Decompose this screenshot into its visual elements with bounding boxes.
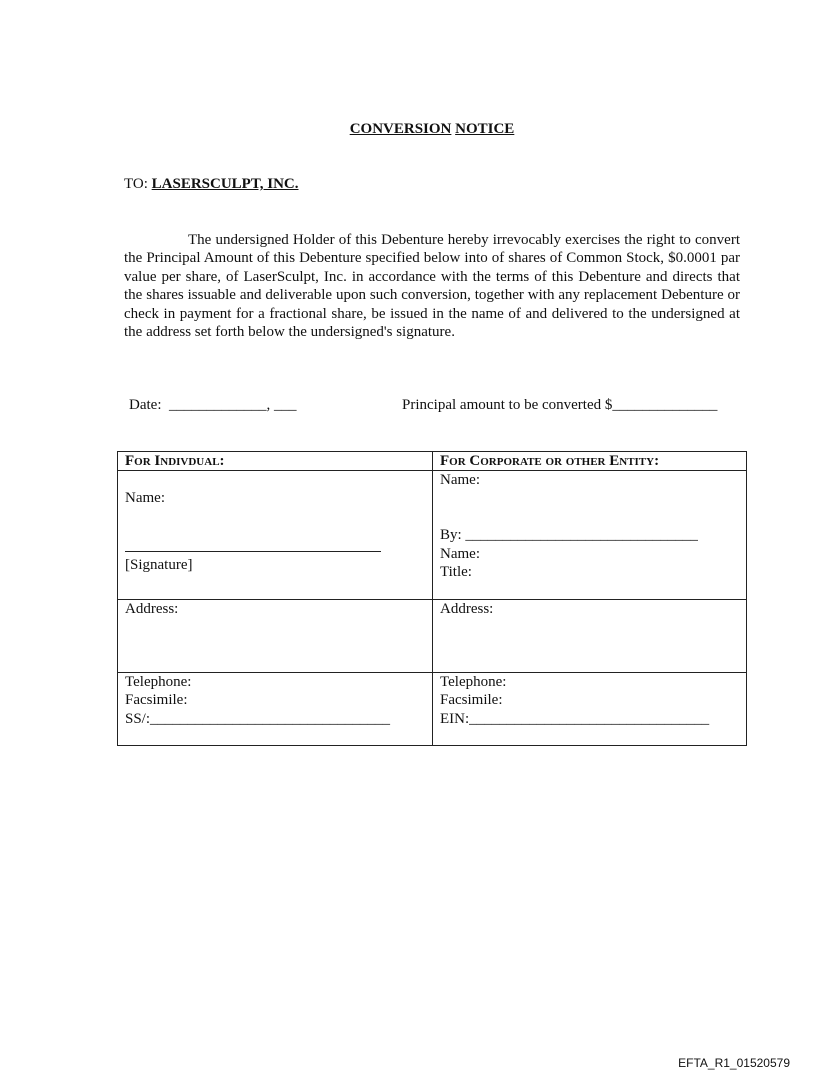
individual-ss-field[interactable]: SS/:________________________________ (125, 710, 391, 727)
page-title (0, 121, 816, 138)
table-row (118, 673, 747, 746)
individual-name-field[interactable]: Name: (125, 490, 165, 506)
individual-header-cell (118, 452, 433, 471)
corporate-address-field[interactable]: Address: (440, 601, 494, 617)
recipient-line (124, 176, 299, 193)
corporate-name-cell (433, 471, 747, 600)
corporate-facsimile-field[interactable]: Facsimile: (440, 692, 503, 709)
individual-name-cell (118, 471, 433, 600)
recipient-prefix: TO: (124, 176, 152, 192)
corporate-contact-cell (433, 673, 747, 746)
individual-contact-cell (118, 673, 433, 746)
title-word-notice: NOTICE (455, 121, 515, 137)
corporate-name-field[interactable]: Name: (440, 472, 480, 488)
table-row (118, 471, 747, 600)
notice-paragraph: The undersigned Holder of this Debenture hereby irrevocably exercises the right to convert the Principal Amount of this Debenture specified below into of shares of Common Stock, $0.0001 par value per share, of LaserSculpt, Inc. in accordance with the terms of this Debenture and directs that the shares issuable and deliverable upon such conversion, together with any replacement Debenture or check in payment for a fractional share, be issued in the name of and delivered to the undersigned at the address set forth below the undersigned's signature. (124, 232, 740, 341)
corporate-address-cell (433, 600, 747, 673)
corporate-title-field[interactable]: Title: (440, 564, 472, 581)
corporate-header-cell (433, 452, 747, 471)
individual-address-field[interactable]: Address: (125, 601, 179, 617)
corporate-ein-field[interactable]: EIN:________________________________ (440, 710, 710, 727)
corporate-telephone-field[interactable]: Telephone: (440, 674, 507, 690)
signature-table (117, 451, 747, 746)
individual-header: For Indivdual: (125, 453, 225, 469)
title-word-conversion: CONVERSION (349, 121, 452, 137)
individual-address-cell (118, 600, 433, 673)
principal-amount-field[interactable]: Principal amount to be converted $______________ (402, 397, 718, 413)
table-header-row (118, 452, 747, 471)
corporate-signer-name-field[interactable]: Name: (440, 545, 480, 562)
individual-signature-label: [Signature] (125, 557, 193, 574)
date-field[interactable]: Date: _____________, ___ (129, 397, 297, 413)
recipient-company: LASERSCULPT, INC. (151, 176, 299, 192)
individual-signature-line[interactable] (125, 551, 381, 552)
corporate-header: For Corporate or other Entity: (440, 453, 660, 469)
document-id: EFTA_R1_01520579 (678, 1056, 790, 1070)
individual-facsimile-field[interactable]: Facsimile: (125, 692, 188, 709)
individual-telephone-field[interactable]: Telephone: (125, 674, 192, 690)
table-row (118, 600, 747, 673)
corporate-by-field[interactable]: By: _______________________________ (440, 527, 698, 544)
